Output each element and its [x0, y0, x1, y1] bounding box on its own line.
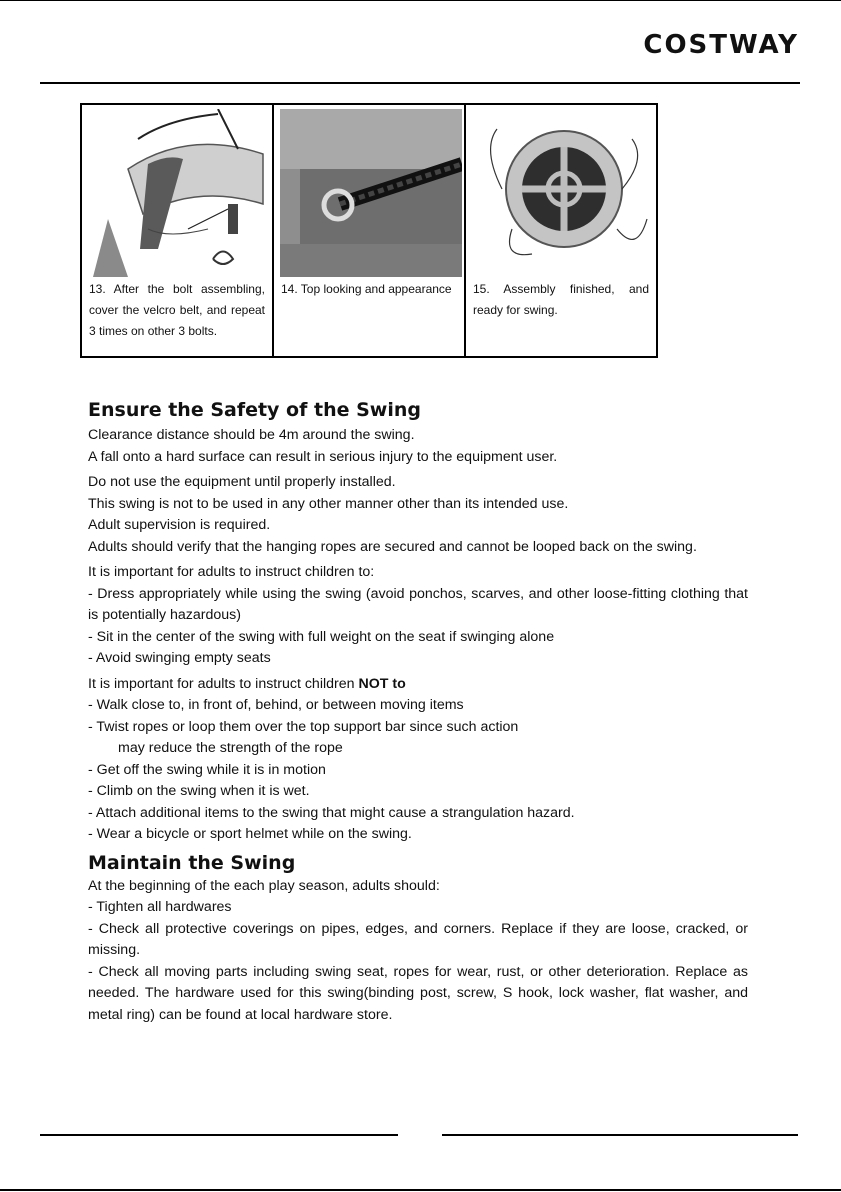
assembly-steps-table: [80, 103, 658, 358]
safety-group-3: [88, 562, 748, 670]
prohibited-item-continued: may reduce the strength of the rope: [118, 740, 343, 756]
maintain-item: - Tighten all hardwares: [88, 899, 232, 915]
velcro-belt-photo: [88, 109, 270, 277]
prohibited-item: - Attach additional items to the swing that might cause a strangulation hazard.: [88, 804, 575, 821]
safety-line: Adult supervision is required.: [88, 517, 271, 533]
step-14-cell: [274, 105, 466, 356]
finished-swing-photo: [472, 109, 654, 277]
step-13-caption: 13. After the bolt assembling, cover the velcro belt, and repeat 3 times on other 3 bolts.: [89, 282, 265, 338]
safety-group-1: [88, 425, 748, 468]
step-15-caption: 15. Assembly finished, and ready for swing.: [473, 282, 649, 317]
footer-rule-right: [442, 1134, 798, 1136]
top-edge-rule: [0, 0, 841, 1]
header-rule: [40, 82, 800, 84]
prohibited-item: - Wear a bicycle or sport helmet while on the swing.: [88, 826, 412, 842]
step-14-caption: 14. Top looking and appearance: [281, 282, 452, 296]
maintain-group: [88, 876, 748, 1027]
step-13-cell: [82, 105, 274, 356]
maintain-heading: Maintain the Swing: [88, 851, 296, 874]
safety-line: This swing is not to be used in any other manner other than its intended use.: [88, 495, 569, 512]
top-view-photo: [280, 109, 462, 277]
safety-line: Clearance distance should be 4m around the swing.: [88, 427, 415, 443]
maintain-item: - Check all protective coverings on pipes, edges, and corners. Replace if they are loose, cracked, or missing.: [88, 920, 748, 958]
instruct-not-intro: [88, 674, 748, 696]
prohibited-item: - Climb on the swing when it is wet.: [88, 783, 310, 799]
safety-line: Adults should verify that the hanging ropes are secured and cannot be looped back on the swing.: [88, 538, 697, 555]
safety-heading: Ensure the Safety of the Swing: [88, 399, 421, 421]
bottom-edge-rule: [0, 1189, 841, 1191]
instruct-item: - Sit in the center of the swing with full weight on the seat if swinging alone: [88, 628, 555, 645]
main-content: [88, 397, 748, 1030]
step-15-cell: [466, 105, 656, 356]
maintain-item: - Check all moving parts including swing seat, ropes for wear, rust, or other deterioration. Replace as needed. The hardware used for this swing(binding post, screw, S hook, lock washer, flat washer, and metal ring) can be found at local hardware store.: [88, 963, 748, 1023]
safety-line: Do not use the equipment until properly installed.: [88, 474, 396, 490]
instruct-item: - Avoid swinging empty seats: [88, 650, 271, 666]
prohibited-item: - Get off the swing while it is in motion: [88, 761, 326, 778]
instruct-item: - Dress appropriately while using the swing (avoid ponchos, scarves, and other loose-fitting clothing that is potentially hazardous): [88, 585, 748, 623]
prohibited-item: - Twist ropes or loop them over the top support bar since such action: [88, 718, 519, 735]
prohibited-item: - Walk close to, in front of, behind, or between moving items: [88, 697, 464, 713]
safety-group-2: [88, 472, 748, 558]
safety-group-4: [88, 674, 748, 846]
footer-rule-left: [40, 1134, 398, 1136]
not-to-emphasis: NOT to: [358, 675, 406, 692]
instruct-not-intro-text: It is important for adults to instruct children: [88, 675, 359, 692]
instruct-intro: It is important for adults to instruct children to:: [88, 564, 375, 580]
maintain-intro: At the beginning of the each play season, adults should:: [88, 877, 440, 894]
brand-logo: COSTWAY: [643, 30, 799, 60]
safety-line: A fall onto a hard surface can result in serious injury to the equipment user.: [88, 448, 558, 465]
